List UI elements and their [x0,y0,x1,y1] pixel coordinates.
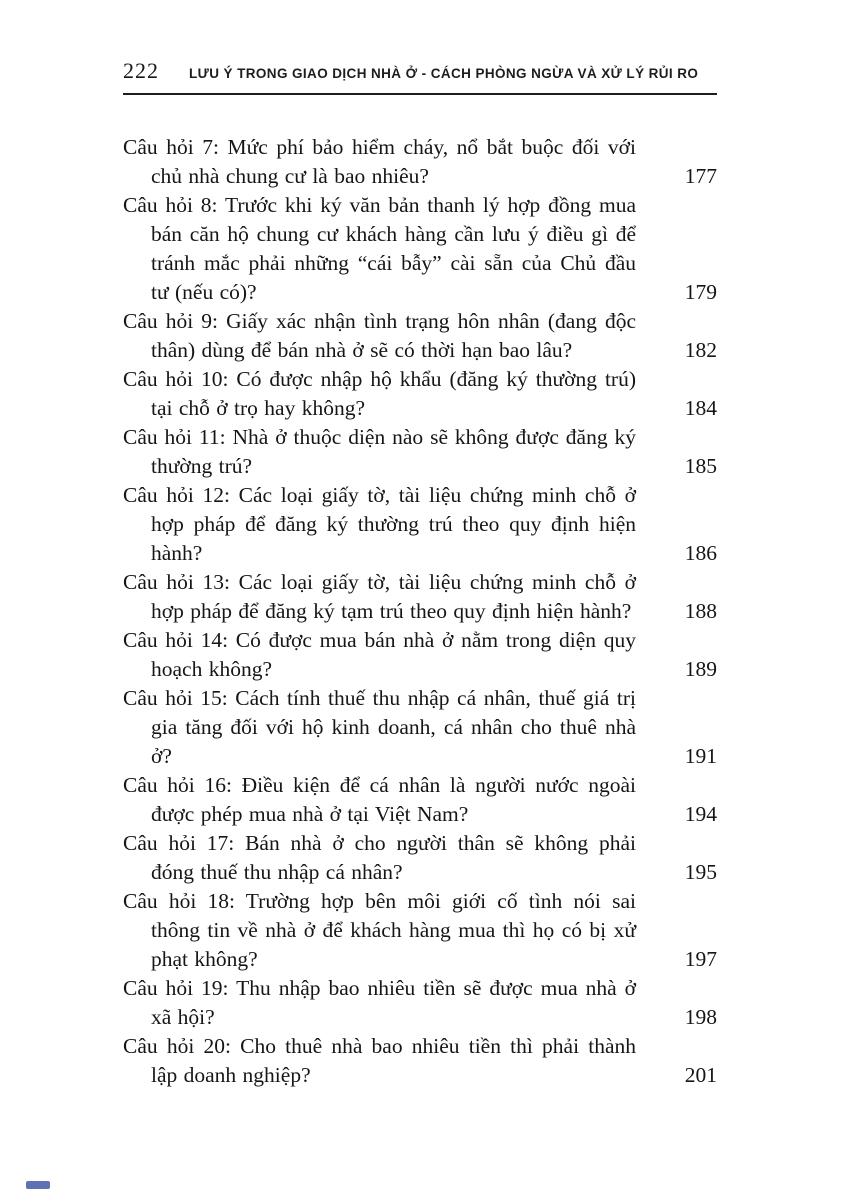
toc-entry-title: Câu hỏi 15: Cách tính thuế thu nhập cá nhân, thuế giá trị gia tăng đối với hộ kinh doanh, cá nhân cho thuê nhà ở? [123,686,636,768]
toc-entry-title: Câu hỏi 20: Cho thuê nhà bao nhiêu tiền thì phải thành lập doanh nghiệp? [123,1034,636,1087]
toc-entry-title: Câu hỏi 7: Mức phí bảo hiểm cháy, nổ bắt buộc đối với chủ nhà chung cư là bao nhiêu? [123,135,636,188]
toc-entry-title: Câu hỏi 14: Có được mua bán nhà ở nằm trong diện quy hoạch không? [123,628,636,681]
scan-artifact [26,1181,50,1189]
toc-entry-title: Câu hỏi 16: Điều kiện để cá nhân là người nước ngoài được phép mua nhà ở tại Việt Nam? [123,773,636,826]
toc-list [123,133,717,1090]
toc-entry-title: Câu hỏi 13: Các loại giấy tờ, tài liệu chứng minh chỗ ở hợp pháp để đăng ký tạm trú theo quy định hiện hành? [123,570,636,623]
toc-entry [123,307,717,365]
toc-entry-page-number: 188 [684,599,717,623]
toc-entry-page-number: 195 [684,860,717,884]
toc-entry [123,423,717,481]
toc-entry [123,133,717,191]
toc-entry-title: Câu hỏi 17: Bán nhà ở cho người thân sẽ không phải đóng thuế thu nhập cá nhân? [123,831,636,884]
toc-entry-page-number: 184 [684,396,717,420]
toc-entry [123,771,717,829]
toc-entry [123,626,717,684]
running-header-row [123,58,717,95]
toc-entry-page-number: 197 [684,947,717,971]
toc-entry-title: Câu hỏi 12: Các loại giấy tờ, tài liệu chứng minh chỗ ở hợp pháp để đăng ký thường trú theo quy định hiện hành? [123,483,636,565]
toc-entry [123,365,717,423]
toc-entry-title: Câu hỏi 10: Có được nhập hộ khẩu (đăng ký thường trú) tại chỗ ở trọ hay không? [123,367,636,420]
toc-entry-page-number: 185 [684,454,717,478]
toc-entry-page-number: 194 [684,802,717,826]
toc-entry [123,191,717,307]
toc-entry-page-number: 179 [684,280,717,304]
toc-entry [123,887,717,974]
toc-entry-page-number: 198 [684,1005,717,1029]
toc-entry-page-number: 191 [684,744,717,768]
running-header-title: LƯU Ý TRONG GIAO DỊCH NHÀ Ở - CÁCH PHÒNG NGỪA VÀ XỬ LÝ RỦI RO [189,66,699,81]
toc-entry-title: Câu hỏi 18: Trường hợp bên môi giới cố tình nói sai thông tin về nhà ở để khách hàng mua thì họ có bị xử phạt không? [123,889,636,971]
toc-entry [123,974,717,1032]
toc-entry [123,1032,717,1090]
toc-entry-title: Câu hỏi 8: Trước khi ký văn bản thanh lý hợp đồng mua bán căn hộ chung cư khách hàng cần lưu ý điều gì để tránh mắc phải những “cái bẫy” cài sẵn của Chủ đầu tư (nếu có)? [123,193,636,304]
toc-entry [123,829,717,887]
toc-entry-title: Câu hỏi 11: Nhà ở thuộc diện nào sẽ không được đăng ký thường trú? [123,425,636,478]
toc-entry-page-number: 189 [684,657,717,681]
toc-entry-page-number: 177 [684,164,717,188]
toc-entry-title: Câu hỏi 9: Giấy xác nhận tình trạng hôn nhân (đang độc thân) dùng để bán nhà ở sẽ có thời hạn bao lâu? [123,309,636,362]
toc-entry-page-number: 186 [684,541,717,565]
toc-entry-page-number: 201 [684,1063,717,1087]
toc-entry [123,568,717,626]
toc-entry-title: Câu hỏi 19: Thu nhập bao nhiêu tiền sẽ được mua nhà ở xã hội? [123,976,636,1029]
toc-entry-page-number: 182 [684,338,717,362]
toc-entry [123,481,717,568]
page-content [123,58,717,1090]
toc-entry [123,684,717,771]
page-number: 222 [123,58,159,83]
